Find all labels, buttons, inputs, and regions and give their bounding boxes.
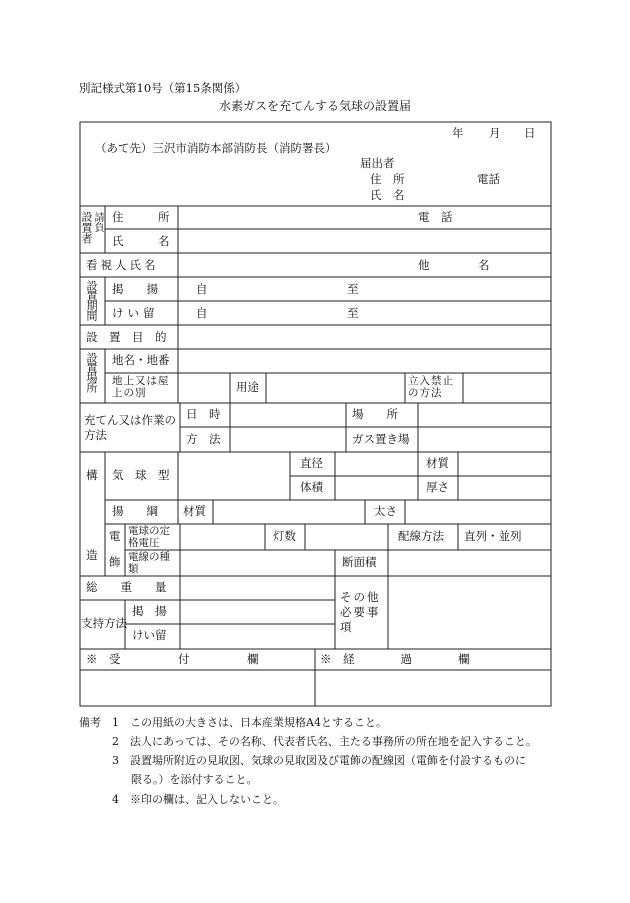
note-item-2: 2 法人にあっては、その名称、代表者氏名、主たる事務所の所在地を記入すること。 <box>112 735 537 748</box>
rope-label: 揚 綱 <box>112 504 158 518</box>
place-address-label: 地名・地番 <box>112 353 170 367</box>
notifier-name-label: 氏 名 <box>370 188 405 202</box>
watchman-count-unit: 名 <box>478 258 490 272</box>
filling-datetime-label: 日 時 <box>186 407 221 421</box>
watchman-label: 看視人氏名 <box>86 258 159 272</box>
others-required-label: その他必要事項 <box>340 590 381 634</box>
installer-name-label: 氏 名 <box>112 234 170 248</box>
illumination-shoku-label: 飾 <box>109 555 121 569</box>
period-moor-to: 至 <box>347 306 359 320</box>
illumination-den-label: 電 <box>109 529 121 543</box>
installer-group-label: 設置者 <box>80 211 93 244</box>
total-weight-label: 総 重 量 <box>86 580 167 594</box>
progress-label: ※ 経 過 欄 <box>320 652 470 666</box>
date-month-label: 月 <box>489 126 501 140</box>
structure-kou-label: 構 <box>86 468 98 482</box>
notifier-phone-label: 電話 <box>477 172 500 186</box>
filling-gas-storage-label: ガス置き場 <box>352 432 410 446</box>
notifier-address-label: 住 所 <box>370 172 405 186</box>
installer-address-label: 住 所 <box>112 210 170 224</box>
wiring-method-label: 配線方法 <box>398 529 444 543</box>
support-moor-label: けい留 <box>132 628 167 642</box>
notes-heading: 備考 <box>79 716 101 729</box>
filling-method-label: 充てん又は作業の方法 <box>84 413 176 442</box>
installer-contractor-label: 請負 <box>92 212 103 232</box>
period-group-label: 設置期間 <box>85 280 98 320</box>
notifier-label: 届出者 <box>360 156 395 170</box>
period-hoist-label: 掲 揚 <box>112 282 158 296</box>
note-item-3-cont: 限る。）を添付すること。 <box>131 773 258 786</box>
structure-zou-label: 造 <box>86 548 98 562</box>
support-method-label: 支持方法 <box>81 616 127 630</box>
volume-label: 体積 <box>300 480 323 494</box>
place-group-label: 設置場所 <box>85 352 98 392</box>
balloon-material-label: 材質 <box>426 456 449 470</box>
diameter-label: 直径 <box>300 456 323 470</box>
purpose-label: 設 置 目 的 <box>86 330 167 344</box>
installer-phone-label: 電 話 <box>418 210 453 224</box>
rope-thickness-label: 太さ <box>374 504 397 518</box>
wire-type-label: 電線の種類 <box>128 551 170 575</box>
filling-method-sub-label: 方 法 <box>186 432 221 446</box>
form-number: 別記様式第10号（第15条関係） <box>79 81 247 95</box>
date-year-label: 年 <box>452 126 464 140</box>
date-day-label: 日 <box>524 126 536 140</box>
thickness-label: 厚さ <box>426 480 449 494</box>
period-moor-from: 自 <box>196 306 208 320</box>
rope-material-label: 材質 <box>183 504 206 518</box>
lamp-count-label: 灯数 <box>273 529 296 543</box>
place-ground-roof-label: 地上又は屋上の別 <box>112 375 170 399</box>
note-item-4: 4 ※印の欄は、記入しないこと。 <box>112 793 284 806</box>
place-no-entry-label: 立入禁止の方法 <box>408 375 454 399</box>
filling-place-label: 場 所 <box>352 407 398 421</box>
period-hoist-to: 至 <box>347 282 359 296</box>
support-hoist-label: 掲 揚 <box>132 604 167 618</box>
wiring-method-value: 直列・並列 <box>464 529 522 543</box>
place-use-label: 用途 <box>236 380 259 394</box>
note-item-1: 1 この用紙の大きさは、日本産業規格A4とすること。 <box>112 716 387 729</box>
watchman-others-label: 他 <box>418 258 430 272</box>
addressee: （あて先）三沢市消防本部消防長（消防署長） <box>95 141 337 155</box>
form-title: 水素ガスを充てんする気球の設置届 <box>218 99 411 113</box>
reception-label: ※ 受 付 欄 <box>86 652 259 666</box>
balloon-type-label: 気 球 型 <box>112 468 170 482</box>
period-moor-label: けい留 <box>112 306 159 320</box>
rated-voltage-label: 電球の定格電圧 <box>128 525 170 549</box>
period-hoist-from: 自 <box>196 282 208 296</box>
note-item-3: 3 設置場所附近の見取図、気球の見取図及び電飾の配線図（電飾を付設するものに <box>112 754 526 767</box>
cross-section-label: 断面積 <box>342 555 377 569</box>
